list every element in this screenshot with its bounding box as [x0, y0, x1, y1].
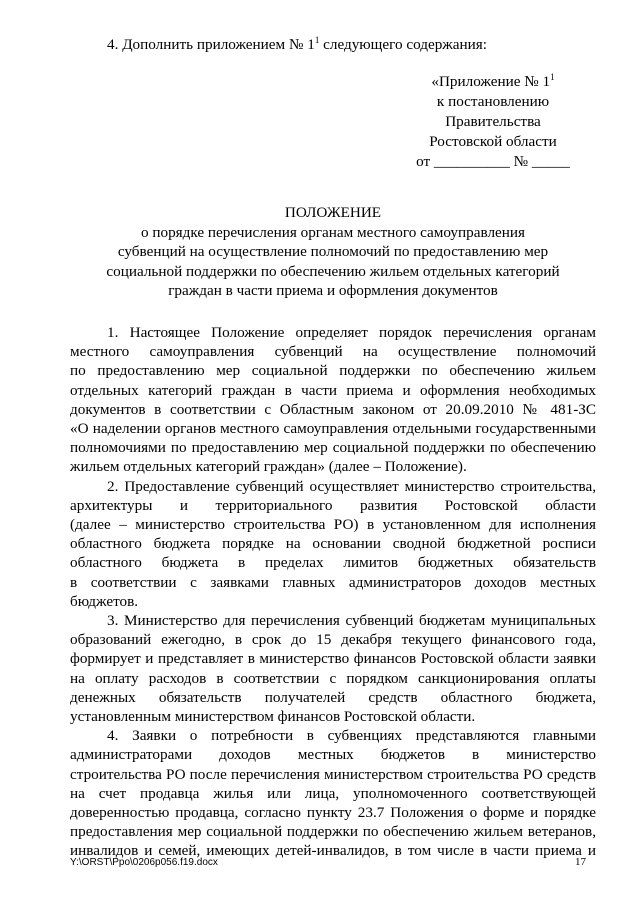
document-body — [70, 323, 596, 861]
title-heading: ПОЛОЖЕНИЕ — [284, 204, 382, 221]
title-line: субвенций на осуществление полномочий по предоставлению мер — [117, 243, 549, 261]
text-line: на оплату расходов в соответствии с порядком санкционирования оплаты — [70, 669, 596, 687]
text-line: 2. Предоставление субвенций осуществляет министерство строительства, — [107, 477, 596, 495]
text-line: денежных обязательств получателей средств областного бюджета, — [70, 688, 596, 706]
text-line: отдельных категорий граждан в части приема и оформления необходимых — [70, 381, 596, 399]
text-line: жильем отдельных категорий граждан» (далее – Положение). — [70, 458, 467, 476]
text-line: предоставления мер социальной поддержки по обеспечению жильем ветеранов, — [70, 823, 596, 841]
appendix-date-line: от __________ № _____ — [416, 153, 570, 170]
text-line: формирует и представляет в министерство финансов Ростовской области заявки — [70, 650, 596, 668]
document-title — [70, 203, 596, 301]
text-line: на счет продавца жилья или лица, уполномоченного соответствующей — [70, 784, 596, 802]
text-line: образований ежегодно, в срок до 15 декабря текущего финансового года, — [70, 631, 596, 649]
text-line: областного бюджета в пределах лимитов бюджетных обязательств — [70, 554, 596, 572]
title-line: социальной поддержки по обеспечению жильем отдельных категорий — [106, 262, 560, 280]
paragraph-2 — [70, 477, 596, 611]
title-line: граждан в части приема и оформления документов — [168, 282, 498, 300]
text-line: документов в соответствии с Областным законом от 20.09.2010 № 481-ЗС — [70, 400, 596, 418]
text-line: «О наделении органов местного самоуправления отдельными государственными — [70, 420, 596, 438]
appendix-line: к постановлению — [436, 93, 550, 110]
paragraph-3 — [70, 611, 596, 726]
text-line: инвалидов и семей, имеющих детей-инвалидов, в том числе в части приема и — [70, 842, 596, 860]
text-line: 3. Министерство для перечисления субвенций бюджетам муниципальных — [107, 612, 596, 630]
text-line: 1. Настоящее Положение определяет порядок перечисления органам — [107, 324, 596, 341]
paragraph-1 — [70, 323, 596, 477]
paragraph-4 — [70, 726, 596, 860]
appendix-line: Ростовской области — [429, 133, 557, 150]
text-line: администраторами доходов местных бюджетов в министерство — [70, 746, 596, 764]
text-line: по предоставлению мер социальной поддержки по обеспечению жильем — [70, 362, 596, 380]
text-line: местного самоуправления субвенций на осуществление полномочий — [70, 343, 596, 361]
text-line: строительства РО после перечисления министерством строительства РО средств — [70, 765, 596, 783]
text-line: доверенностью продавца, согласно пункту 23.7 Положения о форме и порядке — [70, 804, 596, 822]
appendix-line: Правительства — [445, 113, 541, 130]
text-line: полномочиями по предоставлению мер социальной поддержки по обеспечению — [70, 439, 596, 457]
file-path-footer: Y:\ORST\Ppo\0206p056.f19.docx — [70, 857, 218, 868]
page-number: 17 — [575, 856, 586, 868]
text-line: областного бюджета порядке на основании сводной бюджетной росписи — [70, 535, 596, 553]
amendment-intro: 4. Дополнить приложением № $1^1$ следующего содержания: — [107, 35, 487, 53]
text-line: (далее – министерство строительства РО) в установленном для исполнения — [70, 516, 596, 534]
text-line: в соответствии с заявками главных администраторов доходов местных — [70, 573, 596, 591]
appendix-label: «Приложение № $1^1$ — [431, 72, 555, 90]
text-line: архитектуры и территориального развития Ростовской области — [70, 496, 596, 514]
text-line: 4. Заявки о потребности в субвенциях представляются главными — [107, 727, 596, 745]
text-line: установленным министерством финансов Ростовской области. — [70, 708, 476, 726]
appendix-header — [403, 72, 583, 172]
text-line: бюджетов. — [70, 592, 139, 610]
title-line: о порядке перечисления органам местного самоуправления — [140, 223, 526, 241]
